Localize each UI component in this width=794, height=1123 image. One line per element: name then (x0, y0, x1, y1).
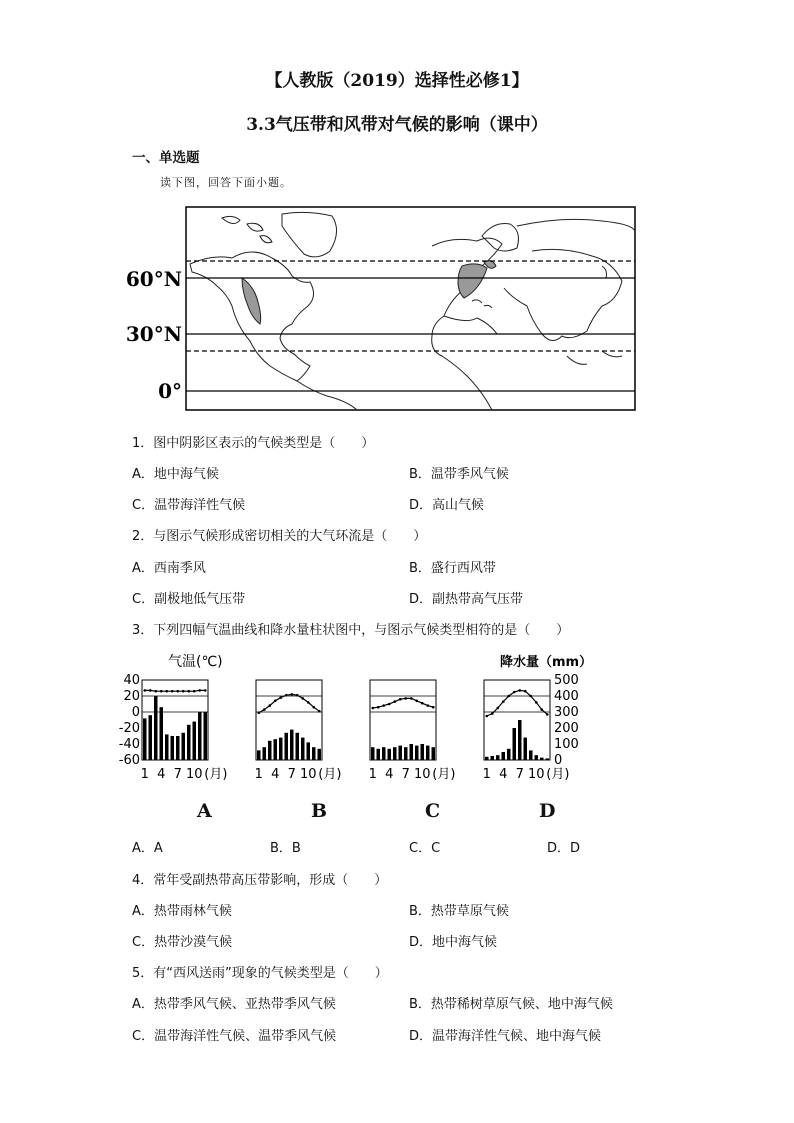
temp-point-A-12 (204, 689, 207, 692)
temp-point-A-9 (187, 690, 190, 693)
precip-bar-C-7 (404, 747, 408, 760)
temp-curve-C (373, 698, 434, 708)
precip-bar-A-4 (160, 707, 164, 760)
temp-point-D-9 (529, 695, 532, 698)
temp-point-A-3 (154, 690, 157, 693)
lat-label-equator: 0° (158, 379, 182, 403)
precip-tick-2: 300 (554, 705, 579, 720)
precip-bar-B-12 (318, 749, 322, 760)
precip-tick-4: 100 (554, 737, 579, 752)
precip-bar-A-9 (187, 725, 191, 760)
precip-bar-B-1 (257, 750, 261, 760)
temp-curve-B (259, 694, 320, 712)
precip-bar-B-7 (290, 730, 294, 760)
temp-point-D-5 (507, 695, 510, 698)
precip-bar-C-10 (421, 744, 425, 760)
temp-point-D-1 (485, 715, 488, 718)
temp-point-D-10 (535, 701, 538, 704)
temp-point-D-11 (540, 708, 543, 711)
precip-bar-D-6 (513, 728, 517, 760)
month-tick-D-4: 4 (499, 767, 508, 782)
q4-option-b[interactable]: B．热带草原气候 (409, 904, 509, 919)
temp-point-B-3 (268, 704, 271, 707)
precip-bar-C-9 (415, 746, 419, 760)
precip-bar-B-5 (279, 738, 283, 760)
month-tick-C-10: 10 (413, 767, 431, 782)
q4-option-d[interactable]: D．地中海气候 (409, 935, 498, 950)
lat-label-60n: 60°N (125, 267, 182, 291)
temp-point-D-4 (502, 700, 505, 703)
precip-axis-title: 降水量（mm） (500, 655, 593, 670)
temp-point-B-2 (263, 708, 266, 711)
question-2-stem: 2．与图示气候形成密切相关的大气环流是（ ） (132, 529, 427, 544)
q3-option-b[interactable]: B．B (270, 841, 301, 856)
precip-bar-B-6 (285, 733, 289, 760)
q5-option-a[interactable]: A．热带季风气候、亚热带季风气候 (132, 997, 336, 1012)
precip-tick-1: 400 (554, 689, 579, 704)
q4-option-a[interactable]: A．热带雨林气候 (132, 904, 232, 919)
temp-point-A-1 (143, 689, 146, 692)
precip-bar-D-9 (529, 750, 533, 760)
temp-curve-A (145, 690, 206, 691)
temp-point-B-6 (285, 694, 288, 697)
temp-point-D-12 (546, 713, 549, 716)
temp-point-D-8 (524, 690, 527, 693)
temp-point-B-1 (257, 712, 260, 715)
temp-point-C-3 (382, 704, 385, 707)
precip-bar-D-2 (491, 756, 495, 760)
precip-bar-C-2 (377, 749, 381, 760)
precip-tick-0: 500 (554, 673, 579, 688)
month-tick-C-1: 1 (368, 767, 377, 782)
month-tick-D-7: 7 (515, 767, 524, 782)
q1-option-b[interactable]: B．温带季风气候 (409, 467, 509, 482)
month-tick-A-4: 4 (157, 767, 166, 782)
precip-bar-B-8 (296, 733, 300, 760)
precip-bar-B-2 (263, 747, 267, 760)
precip-tick-3: 200 (554, 721, 579, 736)
precip-bar-C-1 (371, 747, 375, 760)
temp-point-C-6 (399, 698, 402, 701)
precip-bar-C-11 (426, 746, 430, 760)
temp-point-B-7 (290, 693, 293, 696)
temp-tick-2: 0 (131, 705, 140, 720)
temp-point-C-4 (388, 703, 391, 706)
month-tick-B-1: 1 (254, 767, 263, 782)
precip-bar-D-1 (485, 757, 489, 760)
month-tick-A-7: 7 (173, 767, 182, 782)
temp-point-B-5 (279, 696, 282, 699)
precip-bar-D-4 (502, 752, 506, 760)
panel-letter-b: B (311, 800, 328, 822)
precip-bar-D-8 (524, 738, 528, 760)
q5-option-c[interactable]: C．温带海洋性气候、温带季风气候 (132, 1029, 337, 1044)
q1-option-d[interactable]: D．高山气候 (409, 498, 485, 513)
precip-bar-A-7 (176, 736, 180, 760)
temp-point-A-7 (176, 690, 179, 693)
precip-bar-B-11 (312, 747, 316, 760)
temp-point-A-4 (160, 690, 163, 693)
temp-point-D-7 (518, 689, 521, 692)
panel-letter-c: C (425, 800, 441, 822)
temp-tick-1: 20 (123, 689, 140, 704)
question-1-stem: 1．图中阴影区表示的气候类型是（ ） (132, 436, 375, 451)
temp-point-C-1 (371, 707, 374, 710)
temp-point-B-8 (296, 694, 299, 697)
precip-bar-D-11 (540, 758, 544, 760)
panel-letter-a: A (197, 800, 212, 822)
section-heading: 一、单选题 (132, 150, 200, 166)
temp-point-C-11 (426, 704, 429, 707)
temp-point-C-12 (432, 706, 435, 709)
precip-bar-C-8 (410, 744, 414, 760)
temp-point-B-9 (301, 697, 304, 700)
temp-tick-3: -20 (118, 721, 140, 736)
precip-bar-A-6 (171, 736, 175, 760)
precip-bar-A-5 (165, 734, 169, 760)
temp-point-C-7 (404, 697, 407, 700)
q3-option-a[interactable]: A．A (132, 841, 163, 856)
precip-bar-C-4 (388, 749, 392, 760)
panel-letter-d: D (539, 800, 556, 822)
q2-option-b[interactable]: B．盛行西风带 (409, 561, 496, 576)
precip-bar-D-7 (518, 720, 522, 760)
precip-bar-A-8 (182, 733, 186, 760)
intro-text: 读下图，回答下面小题。 (160, 176, 292, 189)
temp-point-B-10 (307, 701, 310, 704)
temp-point-B-12 (318, 710, 321, 713)
month-tick-B-7: 7 (287, 767, 296, 782)
month-tick-A-10: 10 (185, 767, 203, 782)
precip-bar-A-11 (198, 712, 202, 760)
precip-tick-5: 0 (554, 753, 563, 768)
precip-bar-D-12 (546, 758, 550, 760)
precip-bar-C-5 (393, 747, 397, 760)
month-unit-D: (月) (546, 767, 570, 782)
q3-option-d[interactable]: D．D (547, 841, 581, 856)
temp-point-D-2 (491, 712, 494, 715)
temp-point-C-5 (393, 700, 396, 703)
q1-option-a[interactable]: A．地中海气候 (132, 467, 219, 482)
temp-axis-title: 气温(℃) (168, 654, 223, 670)
temp-point-A-8 (182, 690, 185, 693)
temp-point-A-6 (171, 690, 174, 693)
temp-point-A-2 (149, 689, 152, 692)
question-3-stem: 3．下列四幅气温曲线和降水量柱状图中，与图示气候类型相符的是（ ） (132, 623, 570, 638)
chart-frame-D (484, 680, 550, 760)
month-unit-A: (月) (204, 767, 228, 782)
q5-option-b[interactable]: B．热带稀树草原气候、地中海气候 (409, 997, 613, 1012)
precip-bar-C-6 (399, 746, 403, 760)
temp-point-B-11 (312, 706, 315, 709)
temp-point-C-10 (421, 702, 424, 705)
precip-bar-B-3 (268, 741, 272, 760)
q2-option-d[interactable]: D．副热带高气压带 (409, 592, 524, 607)
precip-bar-A-3 (154, 696, 158, 760)
precip-bar-D-5 (507, 749, 511, 760)
temp-tick-5: -60 (118, 753, 140, 768)
q4-option-c[interactable]: C．热带沙漠气候 (132, 935, 233, 950)
precip-bar-B-4 (274, 739, 278, 760)
question-5-stem: 5．有“西风送雨”现象的气候类型是（ ） (132, 966, 388, 981)
q2-option-c[interactable]: C．副极地低气压带 (132, 592, 246, 607)
temp-point-C-9 (415, 700, 418, 703)
temp-point-A-11 (198, 689, 201, 692)
temp-point-D-3 (496, 707, 499, 710)
temp-tick-4: -40 (118, 737, 140, 752)
month-tick-C-7: 7 (401, 767, 410, 782)
world-map-figure (125, 206, 636, 412)
month-tick-C-4: 4 (385, 767, 394, 782)
month-tick-B-10: 10 (299, 767, 317, 782)
precip-bar-A-1 (143, 718, 147, 760)
precip-bar-A-12 (204, 712, 208, 760)
temp-point-D-6 (513, 691, 516, 694)
precip-bar-D-10 (535, 755, 539, 760)
precip-bar-B-9 (301, 738, 305, 760)
temp-tick-0: 40 (123, 673, 140, 688)
q2-option-a[interactable]: A．西南季风 (132, 561, 206, 576)
precip-bar-A-10 (193, 722, 197, 760)
document-title: 【人教版（2019）选择性必修1】 (265, 71, 529, 91)
temp-point-A-5 (165, 690, 168, 693)
temp-point-A-10 (193, 690, 196, 693)
lat-label-30n: 30°N (125, 322, 182, 346)
precip-bar-B-10 (307, 742, 311, 760)
question-4-stem: 4．常年受副热带高压带影响，形成（ ） (132, 873, 388, 888)
month-tick-B-4: 4 (271, 767, 280, 782)
temp-point-C-8 (410, 697, 413, 700)
q5-option-d[interactable]: D．温带海洋性气候、地中海气候 (409, 1029, 602, 1044)
month-tick-D-10: 10 (527, 767, 545, 782)
precip-bar-D-3 (496, 755, 500, 760)
lesson-title: 3.3气压带和风带对气候的影响（课中） (246, 115, 548, 135)
month-unit-B: (月) (318, 767, 342, 782)
month-tick-D-1: 1 (482, 767, 491, 782)
q3-option-c[interactable]: C．C (409, 841, 441, 856)
precip-bar-C-3 (382, 747, 386, 760)
month-unit-C: (月) (432, 767, 456, 782)
temp-point-C-2 (377, 706, 380, 709)
precip-bar-C-12 (432, 747, 436, 760)
temp-point-B-4 (274, 700, 277, 703)
q1-option-c[interactable]: C．温带海洋性气候 (132, 498, 246, 513)
precip-bar-A-2 (149, 715, 153, 760)
month-tick-A-1: 1 (140, 767, 149, 782)
